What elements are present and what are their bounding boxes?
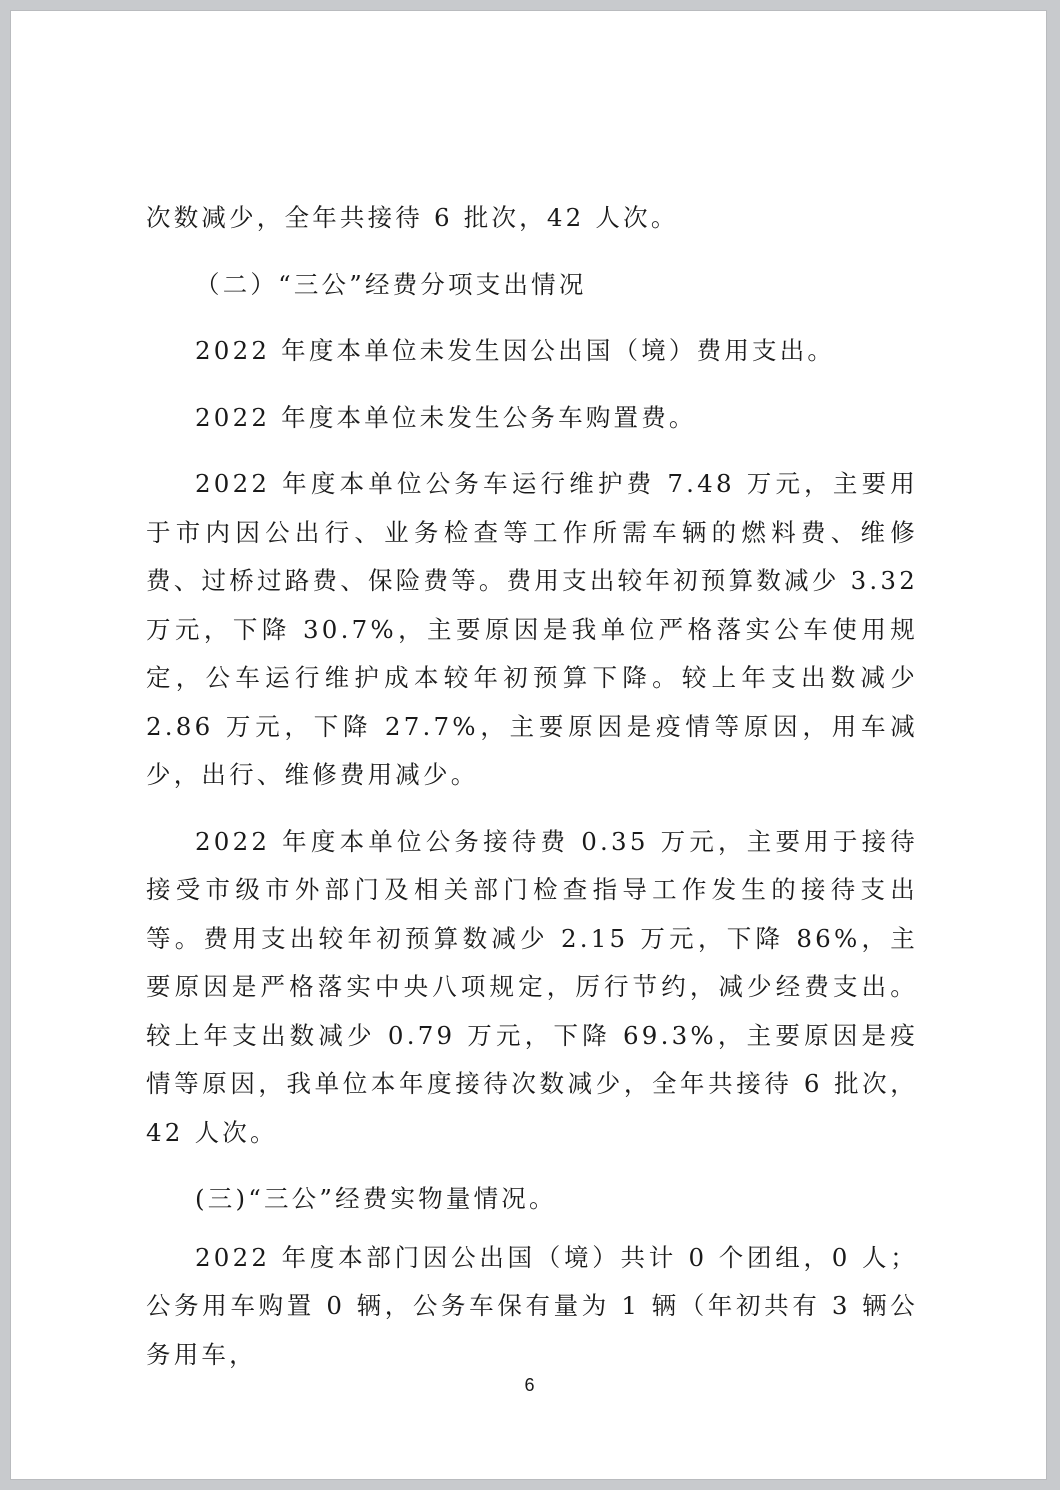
paragraph-continuation: 次数减少，全年共接待 6 批次，42 人次。: [146, 203, 679, 232]
paragraph-reception: 2022 年度本单位公务接待费 0.35 万元，主要用于接待接受市级市外部门及相关部门检查指导工作发生的接待支出等。费用支出较年初预算数减少 2.15 万元，下降 86%，主要原因是严格落实中央八项规定，厉行节约，减少经费支出。较上年支出数减少 0.79 万元，下降 69.3%，主要原因是疫情等原因，我单位本年度接待次数减少，全年共接待 6 批次，42 人次。: [146, 826, 918, 1147]
paragraph-vehicle-maintenance: 2022 年度本单位公务车运行维护费 7.48 万元，主要用于市内因公出行、业务检查等工作所需车辆的燃料费、维修费、过桥过路费、保险费等。费用支出较年初预算数减少 3.32 万元，下降 30.7%，主要原因是我单位严格落实公车使用规定，公车运行维护成本较年初预算下降。较上年支出数减少 2.86 万元，下降 27.7%，主要原因是疫情等原因，用车减少，出行、维修费用减少。: [146, 469, 918, 789]
paragraph-physical-quantity: 2022 年度本部门因公出国（境）共计 0 个团组，0 人；公务用车购置 0 辆，公务车保有量为 1 辆（年初共有 3 辆公务用车，: [146, 1242, 918, 1369]
document-body: [146, 194, 918, 1379]
page-number: 6: [524, 1375, 535, 1395]
section-heading-2: （二）“三公”经费分项支出情况: [195, 269, 587, 299]
paragraph-overseas-travel: 2022 年度本单位未发生因公出国（境）费用支出。: [195, 336, 836, 365]
section-heading-3: (三)“三公”经费实物量情况。: [195, 1184, 557, 1213]
document-page: [10, 10, 1047, 1480]
paragraph-vehicle-purchase: 2022 年度本单位未发生公务车购置费。: [195, 402, 697, 432]
